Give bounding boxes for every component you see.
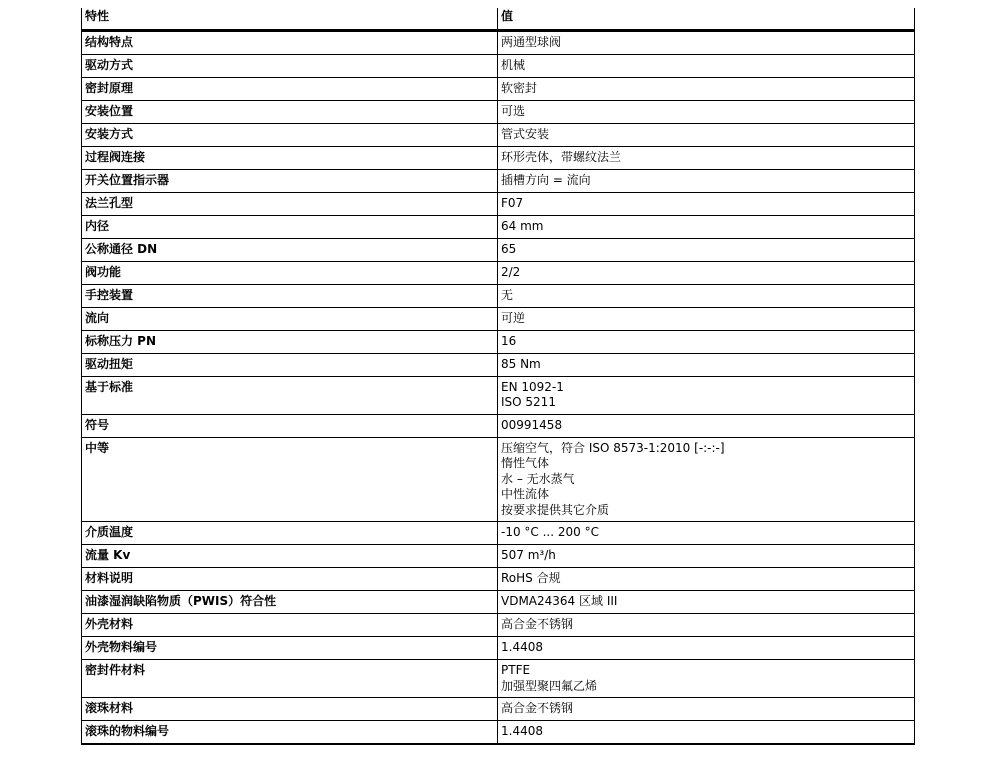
value-line: 2/2 [501, 264, 521, 279]
property-cell: 符号 [82, 414, 498, 437]
value-line: 16 [501, 333, 517, 348]
table-row [82, 437, 915, 522]
property-cell: 流向 [82, 307, 498, 330]
property-cell: 外壳物料编号 [82, 637, 498, 660]
value-cell [498, 169, 915, 192]
spec-table-container [81, 8, 914, 745]
property-cell: 滚珠材料 [82, 698, 498, 721]
property-cell: 密封原理 [82, 77, 498, 100]
value-cell [498, 568, 915, 591]
table-row [82, 414, 915, 437]
property-cell: 标称压力 PN [82, 330, 498, 353]
value-line: 85 Nm [501, 356, 541, 371]
value-cell [498, 698, 915, 721]
property-cell: 开关位置指示器 [82, 169, 498, 192]
value-line: 机械 [501, 57, 526, 72]
value-line: 1.4408 [501, 724, 543, 738]
value-line: 惰性气体 [501, 456, 550, 470]
property-cell: 安装位置 [82, 100, 498, 123]
value-cell [498, 614, 915, 637]
table-row [82, 353, 915, 376]
table-row [82, 192, 915, 215]
property-cell: 材料说明 [82, 568, 498, 591]
value-cell [498, 660, 915, 698]
property-cell: 滚珠的物料编号 [82, 721, 498, 745]
value-line: 两通型球阀 [501, 34, 562, 49]
value-line: 64 mm [501, 218, 544, 233]
value-line: 按要求提供其它介质 [501, 502, 610, 517]
value-cell [498, 146, 915, 169]
property-cell: 密封件材料 [82, 660, 498, 698]
value-cell [498, 54, 915, 77]
property-cell: 基于标准 [82, 376, 498, 414]
value-cell [498, 215, 915, 238]
table-row [82, 614, 915, 637]
value-line: 65 [501, 241, 517, 256]
table-row [82, 54, 915, 77]
value-line: RoHS 合规 [501, 571, 561, 585]
property-cell: 过程阀连接 [82, 146, 498, 169]
value-cell [498, 522, 915, 545]
property-cell: 内径 [82, 215, 498, 238]
table-row [82, 637, 915, 660]
value-line: ISO 5211 [501, 395, 556, 409]
spec-table [81, 8, 915, 745]
value-line: VDMA24364 区域 III [501, 594, 618, 608]
value-cell [498, 238, 915, 261]
value-line: 无 [501, 287, 514, 302]
table-row [82, 522, 915, 545]
value-cell [498, 545, 915, 568]
value-line: 中性流体 [501, 487, 550, 501]
table-row [82, 169, 915, 192]
value-line: 水 – 无水蒸气 [501, 471, 575, 486]
value-cell [498, 637, 915, 660]
table-row [82, 307, 915, 330]
table-body [82, 30, 915, 744]
value-line: F07 [501, 195, 524, 210]
property-cell: 手控装置 [82, 284, 498, 307]
table-row [82, 77, 915, 100]
table-row [82, 238, 915, 261]
value-line: 环形壳体，带螺纹法兰 [501, 149, 622, 164]
value-cell [498, 353, 915, 376]
value-cell [498, 591, 915, 614]
value-cell [498, 307, 915, 330]
table-row [82, 146, 915, 169]
property-cell: 驱动扭矩 [82, 353, 498, 376]
table-row [82, 284, 915, 307]
value-line: 插槽方向 = 流向 [501, 172, 591, 187]
value-cell [498, 721, 915, 745]
table-row [82, 568, 915, 591]
header-value: 值 [498, 8, 915, 30]
table-row [82, 123, 915, 146]
value-line: 1.4408 [501, 640, 543, 654]
header-property: 特性 [82, 8, 498, 30]
table-row [82, 698, 915, 721]
value-cell [498, 100, 915, 123]
table-row [82, 30, 915, 54]
table-row [82, 261, 915, 284]
property-cell: 安装方式 [82, 123, 498, 146]
value-line: 可逆 [501, 310, 526, 325]
property-cell: 流量 Kv [82, 545, 498, 568]
table-header-row [82, 8, 915, 30]
value-cell [498, 284, 915, 307]
table-row [82, 376, 915, 414]
value-cell [498, 330, 915, 353]
value-line: 00991458 [501, 417, 563, 432]
value-cell [498, 414, 915, 437]
value-line: PTFE [501, 663, 531, 677]
table-row [82, 215, 915, 238]
property-cell: 阀功能 [82, 261, 498, 284]
table-row [82, 330, 915, 353]
value-line: 软密封 [501, 80, 538, 95]
table-row [82, 721, 915, 745]
table-row [82, 100, 915, 123]
property-cell: 驱动方式 [82, 54, 498, 77]
property-cell: 介质温度 [82, 522, 498, 545]
property-cell: 公称通径 DN [82, 238, 498, 261]
property-cell: 法兰孔型 [82, 192, 498, 215]
property-cell: 中等 [82, 437, 498, 522]
value-line: 高合金不锈钢 [501, 701, 574, 715]
property-cell: 结构特点 [82, 30, 498, 54]
value-cell [498, 30, 915, 54]
value-cell [498, 261, 915, 284]
value-line: 高合金不锈钢 [501, 617, 574, 631]
value-line: 加强型聚四氟乙烯 [501, 678, 598, 693]
value-line: 507 m³/h [501, 548, 556, 562]
value-line: 压缩空气，符合 ISO 8573-1:2010 [-:-:-] [501, 440, 725, 455]
table-row [82, 660, 915, 698]
value-cell [498, 123, 915, 146]
value-line: 管式安装 [501, 126, 550, 141]
value-line: EN 1092-1 [501, 379, 564, 394]
property-cell: 外壳材料 [82, 614, 498, 637]
value-cell [498, 192, 915, 215]
table-row [82, 545, 915, 568]
value-cell [498, 437, 915, 522]
value-cell [498, 77, 915, 100]
property-cell: 油漆湿润缺陷物质（PWIS）符合性 [82, 591, 498, 614]
value-line: -10 °C ... 200 °C [501, 525, 599, 539]
value-line: 可选 [501, 103, 526, 118]
table-row [82, 591, 915, 614]
value-cell [498, 376, 915, 414]
